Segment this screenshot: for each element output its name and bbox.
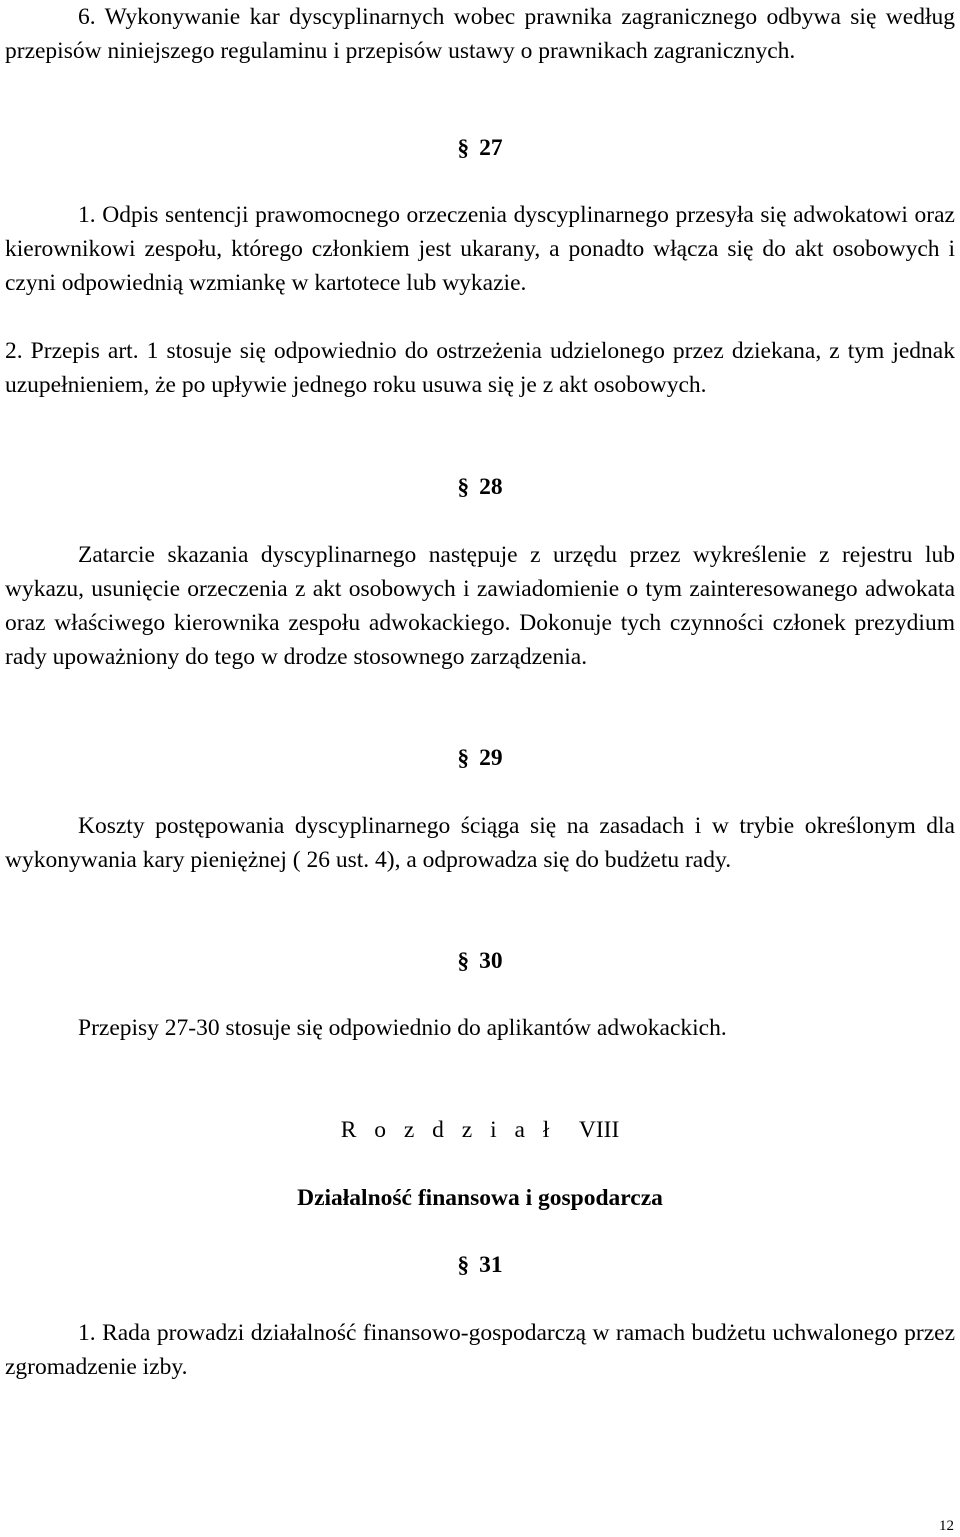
- section-31-paragraph-1: 1. Rada prowadzi działalność finansowo-gospodarczą w ramach budżetu uchwalonego przez zgromadzenie izby.: [5, 1320, 955, 1380]
- section-number: 27: [479, 135, 503, 161]
- section-sign-icon: §: [457, 135, 470, 161]
- section-28-paragraph: Zatarcie skazania dyscyplinarnego następuje z urzędu przez wykreślenie z rejestru lub wykazu, usunięcie orzeczenia z akt osobowych i zawiadomienie o tym zainteresowanego adwokata oraz właściwego kierownika zespołu adwokackiego. Dokonuje tych czynności członek prezydium rady upoważniony do tego w drodze stosownego zarządzenia.: [5, 542, 955, 670]
- section-31-heading: [0, 1248, 960, 1282]
- paragraph-6: 6. Wykonywanie kar dyscyplinarnych wobec prawnika zagranicznego odbywa się według przepisów niniejszego regulaminu i przepisów ustawy o prawnikach zagranicznych.: [5, 4, 955, 64]
- section-number: 31: [479, 1252, 503, 1278]
- section-27-paragraph-1: 1. Odpis sentencji prawomocnego orzeczenia dyscyplinarnego przesyła się adwokatowi oraz kierownikowi zespołu, którego członkiem jest ukarany, a ponadto włącza się do akt osobowych i czyni odpowiednią wzmiankę w kartotece lub wykazie.: [5, 202, 955, 296]
- section-28-heading: [0, 470, 960, 504]
- chapter-heading: [0, 1113, 960, 1147]
- section-27-heading: [0, 131, 960, 165]
- section-number: 29: [479, 745, 503, 771]
- section-27-paragraph-2: 2. Przepis art. 1 stosuje się odpowiednio do ostrzeżenia udzielonego przez dziekana, z tym jednak uzupełnieniem, że po upływie jednego roku usuwa się je z akt osobowych.: [5, 338, 955, 398]
- section-sign-icon: §: [457, 1252, 470, 1278]
- section-29-paragraph: Koszty postępowania dyscyplinarnego ściąga się na zasadach i w trybie określonym dla wykonywania kary pieniężnej ( 26 ust. 4), a odprowadza się do budżetu rady.: [5, 813, 955, 873]
- page-number: 12: [939, 1518, 954, 1534]
- section-sign-icon: §: [457, 948, 470, 974]
- chapter-number: VIII: [578, 1117, 620, 1143]
- section-sign-icon: §: [457, 474, 470, 500]
- chapter-title: Działalność finansowa i gospodarcza: [297, 1185, 663, 1211]
- section-29-heading: [0, 741, 960, 775]
- section-number: 28: [479, 474, 503, 500]
- section-number: 30: [479, 948, 503, 974]
- section-sign-icon: §: [457, 745, 470, 771]
- section-30-paragraph: Przepisy 27-30 stosuje się odpowiednio do aplikantów adwokackich.: [78, 1015, 727, 1041]
- chapter-label: R o z d z i a ł: [340, 1117, 556, 1143]
- section-30-heading: [0, 944, 960, 978]
